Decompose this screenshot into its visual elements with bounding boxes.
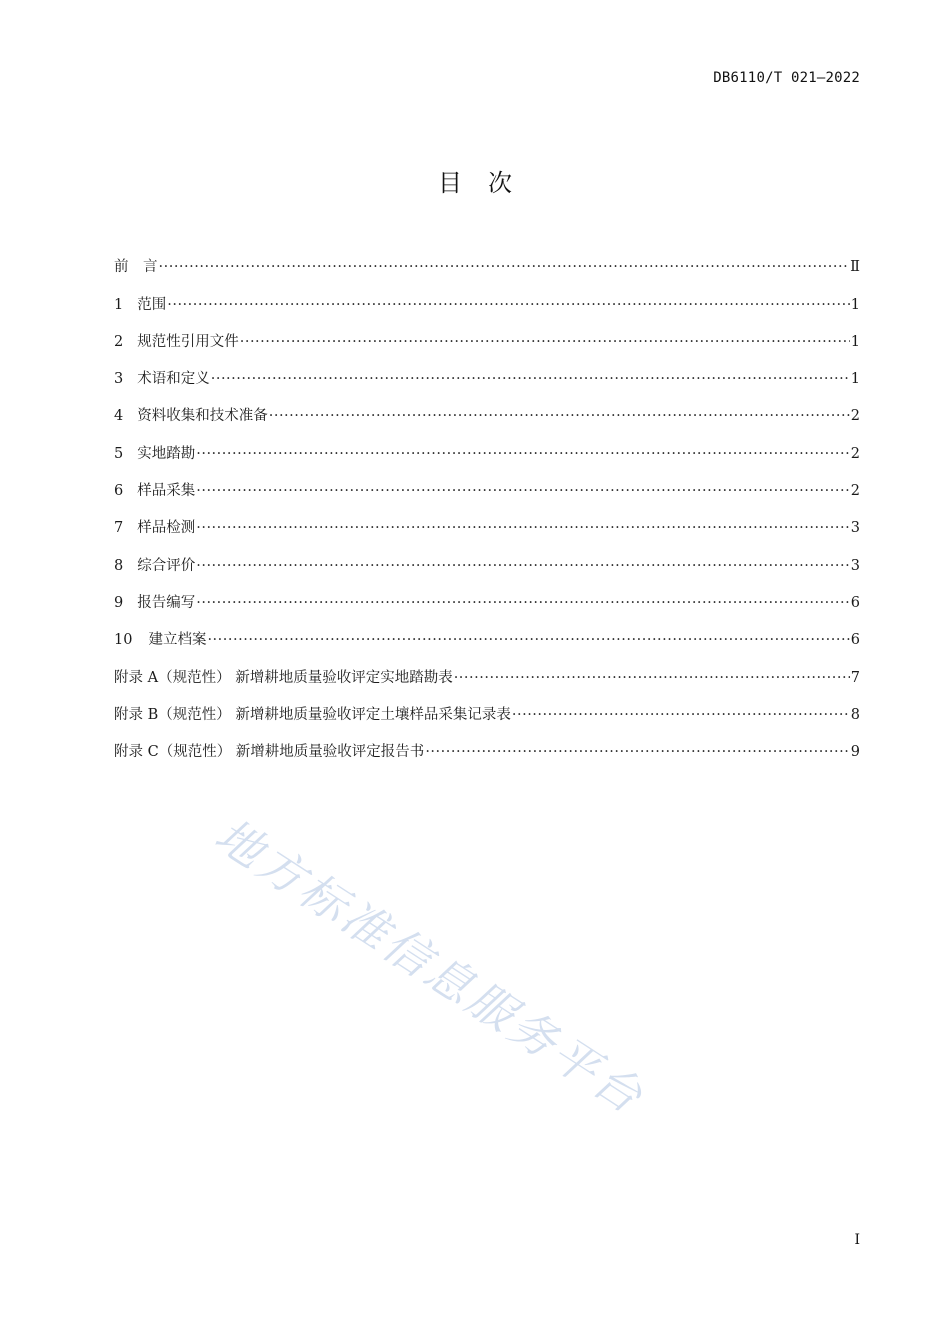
toc-entry-label: 附录 C（规范性） 新增耕地质量验收评定报告书 (114, 744, 425, 761)
toc-leader-dots (196, 514, 850, 542)
toc-entry-appendix-c[interactable] (114, 729, 860, 766)
toc-entry-page: 1 (850, 296, 860, 313)
toc-entry-10[interactable] (114, 617, 860, 654)
toc-entry-5[interactable] (114, 430, 860, 467)
toc-entry-page: 1 (850, 371, 860, 388)
toc-leader-dots (512, 701, 850, 729)
toc-entry-7[interactable] (114, 505, 860, 542)
toc-entry-page: 2 (850, 408, 860, 425)
toc-entry-label: 综合评价 (137, 557, 196, 574)
toc-leader-dots (240, 328, 850, 356)
toc-entry-label: 附录 B（规范性） 新增耕地质量验收评定土壤样品采集记录表 (114, 706, 511, 723)
toc-leader-dots (211, 365, 850, 393)
toc-entry-label: 范围 (137, 296, 167, 313)
toc-entry-page: 6 (850, 594, 860, 611)
toc-entry-number: 4 (114, 408, 124, 425)
toc-entry-page: Ⅱ (850, 259, 860, 276)
toc-entry-page: 2 (850, 483, 860, 500)
toc-entry-9[interactable] (114, 580, 860, 617)
toc-entry-number: 1 (114, 296, 124, 313)
toc-entry-label: 样品采集 (137, 483, 196, 500)
table-of-contents (114, 244, 860, 766)
toc-leader-dots (196, 477, 850, 505)
toc-entry-page: 8 (850, 706, 860, 723)
toc-entry-number: 8 (114, 557, 124, 574)
toc-entry-foreword[interactable] (114, 244, 860, 281)
toc-entry-page: 7 (850, 669, 860, 686)
toc-leader-dots (454, 664, 850, 692)
toc-entry-number: 2 (114, 333, 124, 350)
toc-entry-label: 建立档案 (148, 632, 207, 649)
toc-leader-dots (196, 440, 850, 468)
toc-entry-page: 3 (850, 557, 860, 574)
page-number: I (854, 1232, 860, 1248)
toc-entry-4[interactable] (114, 393, 860, 430)
toc-entry-6[interactable] (114, 468, 860, 505)
toc-entry-page: 3 (850, 520, 860, 537)
toc-entry-number: 7 (114, 520, 124, 537)
toc-entry-2[interactable] (114, 319, 860, 356)
page-title: 目次 (438, 169, 538, 197)
toc-leader-dots (269, 402, 850, 430)
toc-entry-label: 术语和定义 (137, 371, 210, 388)
toc-leader-dots (167, 291, 850, 319)
toc-entry-page: 9 (850, 744, 860, 761)
toc-leader-dots (196, 552, 850, 580)
toc-entry-label: 前 言 (114, 259, 158, 276)
toc-entry-label: 附录 A（规范性） 新增耕地质量验收评定实地踏勘表 (114, 669, 453, 686)
document-code: DB6110/T 021—2022 (713, 70, 860, 86)
toc-entry-number: 9 (114, 594, 124, 611)
toc-entry-appendix-a[interactable] (114, 654, 860, 691)
toc-leader-dots (159, 253, 850, 281)
toc-leader-dots (425, 738, 849, 766)
toc-entry-number: 5 (114, 445, 124, 462)
toc-entry-8[interactable] (114, 542, 860, 579)
toc-entry-appendix-b[interactable] (114, 692, 860, 729)
toc-leader-dots (207, 626, 849, 654)
toc-entry-label: 样品检测 (137, 520, 196, 537)
toc-entry-3[interactable] (114, 356, 860, 393)
toc-entry-label: 实地踏勘 (137, 445, 196, 462)
toc-entry-label: 报告编写 (137, 594, 196, 611)
toc-entry-page: 1 (850, 333, 860, 350)
toc-entry-number: 6 (114, 483, 124, 500)
toc-entry-1[interactable] (114, 281, 860, 318)
toc-entry-number: 10 (114, 632, 133, 649)
toc-leader-dots (196, 589, 850, 617)
toc-entry-number: 3 (114, 371, 124, 388)
toc-entry-page: 6 (850, 632, 860, 649)
toc-entry-label: 规范性引用文件 (137, 333, 239, 350)
watermark-text: 地方标准信息服务平台 (205, 807, 655, 1126)
toc-entry-label: 资料收集和技术准备 (137, 408, 268, 425)
toc-entry-page: 2 (850, 445, 860, 462)
